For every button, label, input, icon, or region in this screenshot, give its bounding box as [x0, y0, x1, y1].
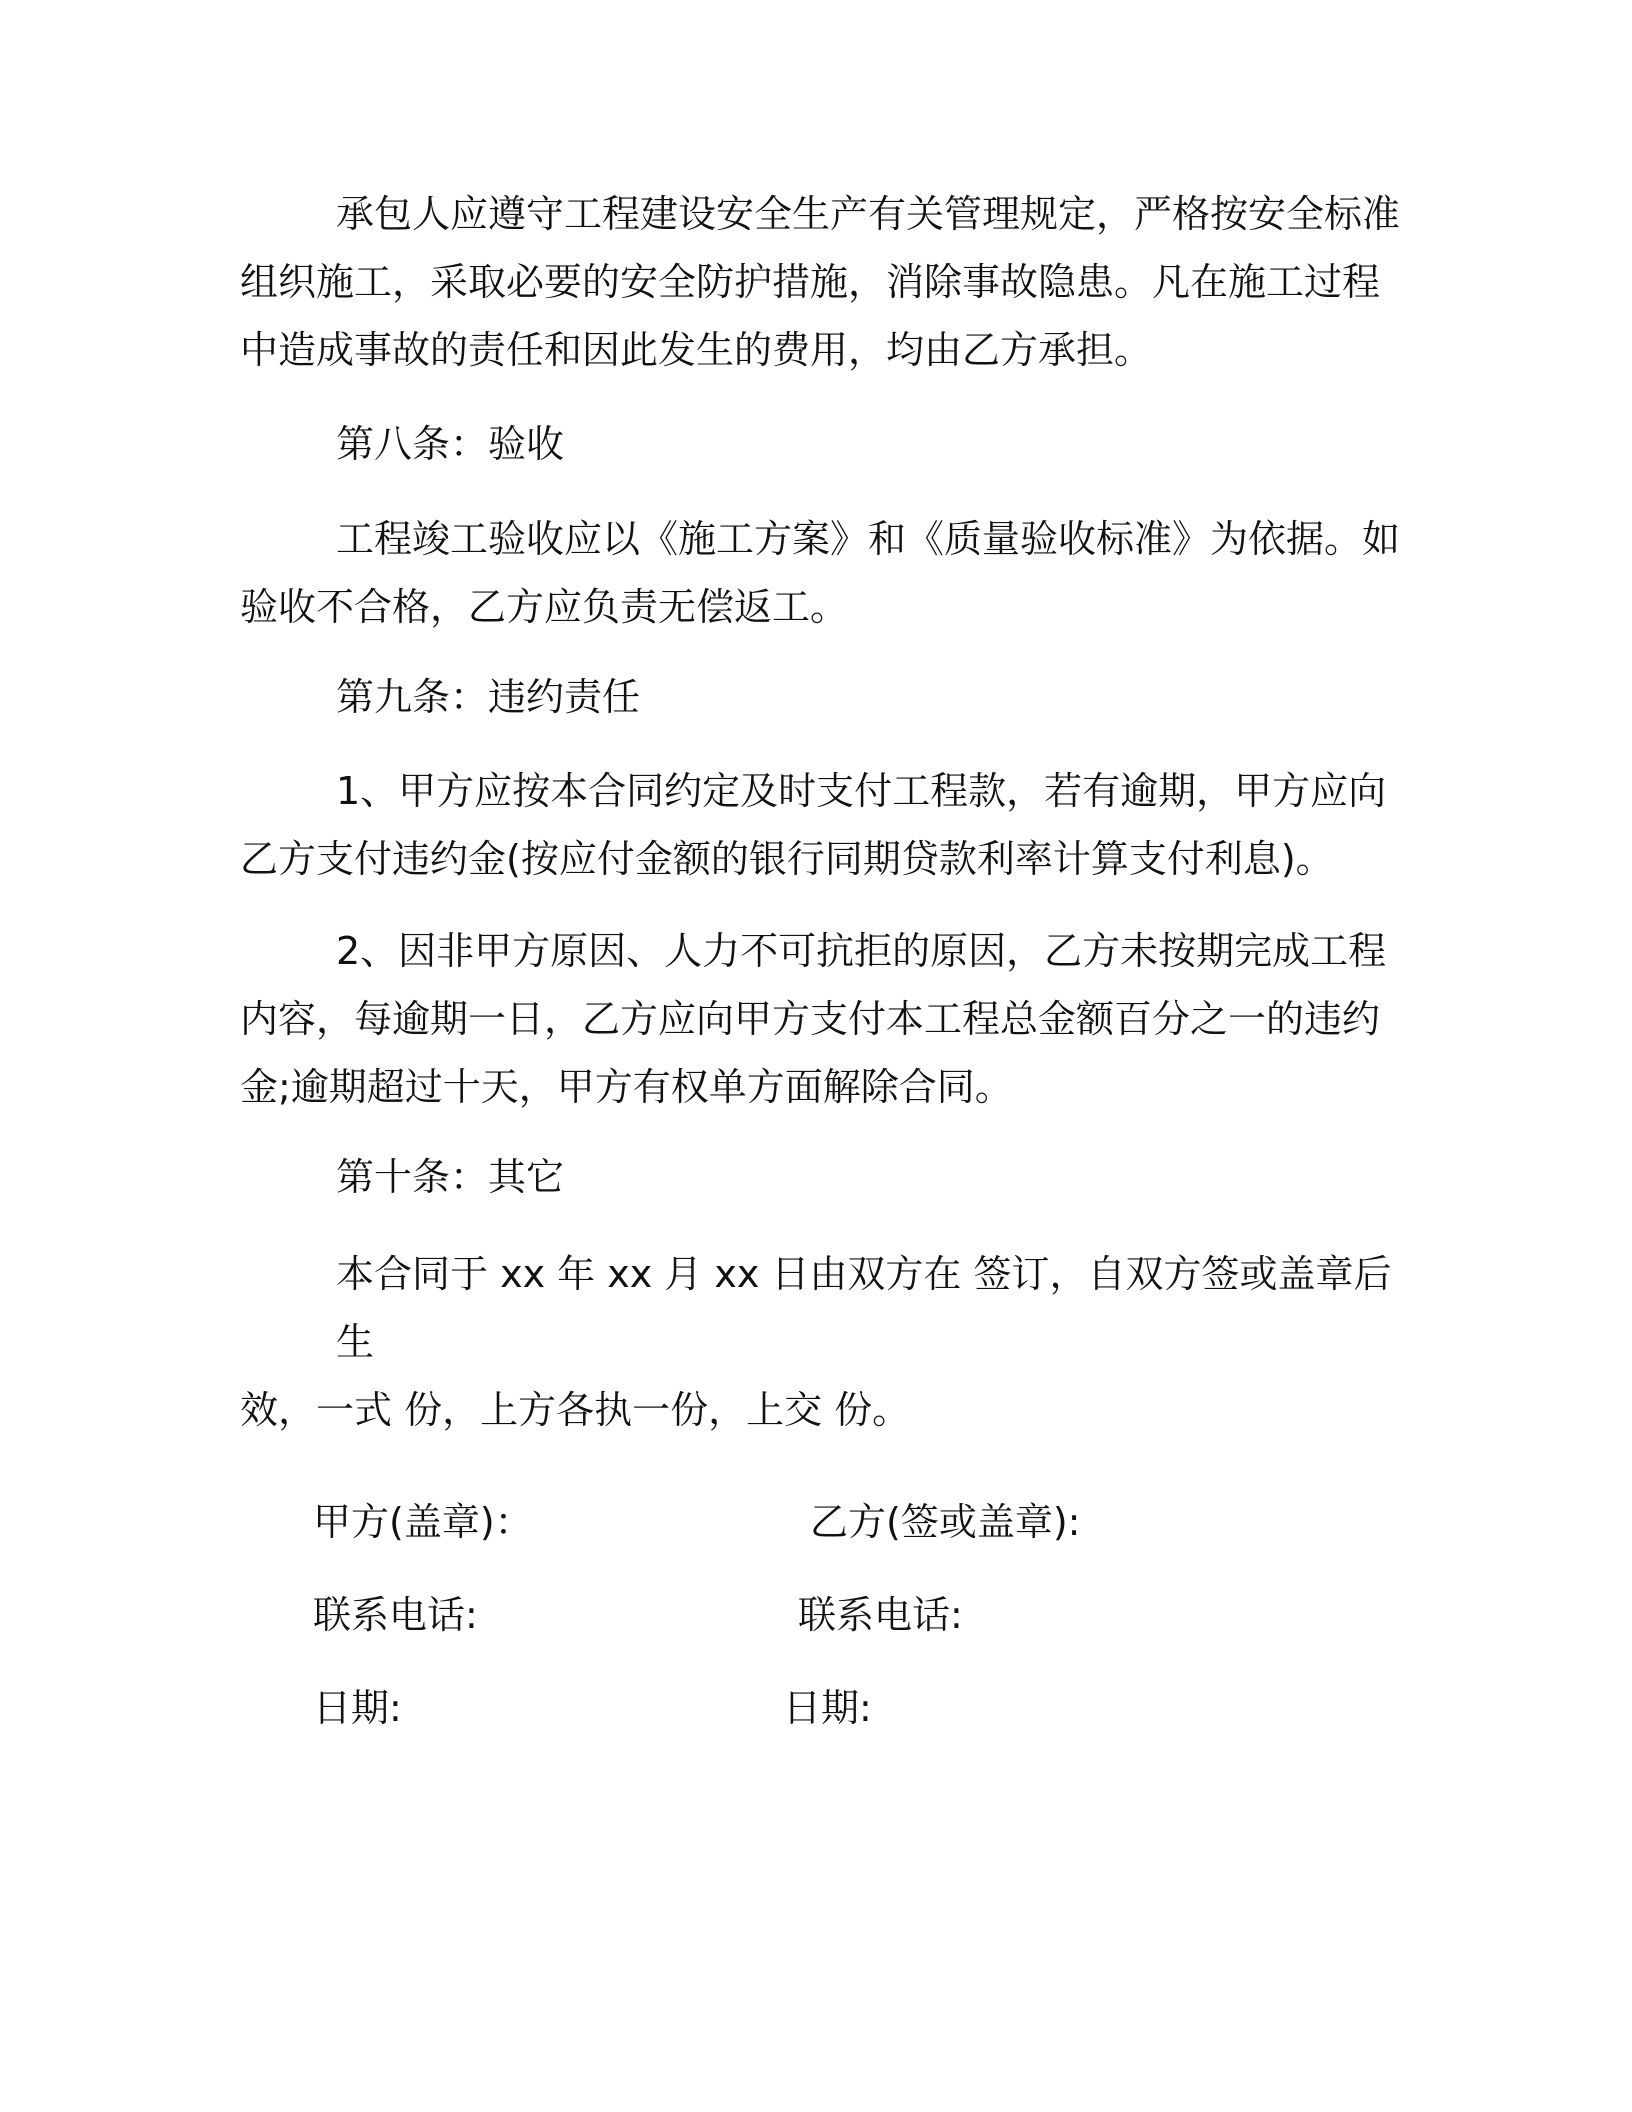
paragraph-line: 内容，每逾期一日，乙方应向甲方支付本工程总金额百分之一的违约	[240, 997, 1381, 1041]
paragraph-line: 工程竣工验收应以《施工方案》和《质量验收标准》为依据。如	[336, 517, 1401, 561]
party-b-date-label: 日期:	[783, 1686, 872, 1730]
paragraph-line: 2、因非甲方原因、人力不可抗拒的原因，乙方未按期完成工程	[336, 929, 1387, 973]
article-9-heading: 第九条：违约责任	[336, 675, 641, 719]
paragraph-line: 验收不合格，乙方应负责无偿返工。	[240, 585, 849, 629]
paragraph-line: 组织施工，采取必要的安全防护措施，消除事故隐患。凡在施工过程	[240, 260, 1381, 304]
paragraph-line: 效，一式 份，上方各执一份，上交 份。	[240, 1388, 911, 1432]
paragraph-line: 金;逾期超过十天，甲方有权单方面解除合同。	[240, 1065, 1013, 1109]
article-10-heading: 第十条：其它	[336, 1155, 565, 1199]
article-8-heading: 第八条：验收	[336, 422, 565, 466]
party-a-seal-label: 甲方(盖章)：	[313, 1500, 533, 1544]
party-a-phone-label: 联系电话:	[313, 1593, 478, 1637]
party-a-date-label: 日期:	[313, 1686, 402, 1730]
party-b-seal-label: 乙方(签或盖章):	[810, 1500, 1081, 1544]
paragraph-acceptance	[240, 505, 1400, 641]
paragraph-other	[240, 1240, 1400, 1444]
paragraph-line: 1、甲方应按本合同约定及时支付工程款，若有逾期，甲方应向	[336, 769, 1387, 813]
paragraph-line: 中造成事故的责任和因此发生的费用，均由乙方承担。	[240, 328, 1153, 372]
paragraph-breach-2	[240, 917, 1400, 1121]
paragraph-line: 本合同于 xx 年 xx 月 xx 日由双方在 签订，自双方签或盖章后生	[336, 1252, 1392, 1364]
paragraph-line: 乙方支付违约金(按应付金额的银行同期贷款利率计算支付利息)。	[240, 837, 1334, 881]
paragraph-line: 承包人应遵守工程建设安全生产有关管理规定，严格按安全标准	[336, 192, 1401, 236]
paragraph-safety	[240, 180, 1400, 384]
party-b-phone-label: 联系电话:	[798, 1593, 963, 1637]
paragraph-breach-1	[240, 757, 1400, 893]
